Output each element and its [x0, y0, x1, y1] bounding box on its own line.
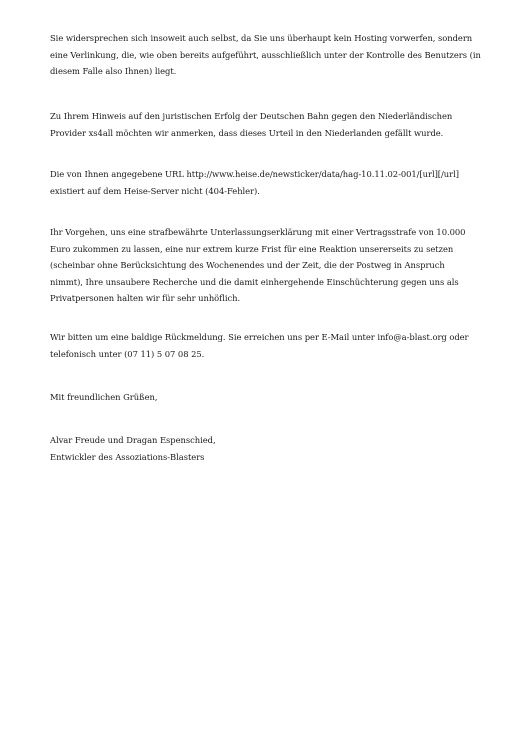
- text-line: telefonisch unter (07 11) 5 07 08 25.: [50, 348, 205, 359]
- text-line: diesem Falle also Ihnen) liegt.: [50, 66, 177, 76]
- signature-role: Entwickler des Assoziations-Blasters: [50, 451, 205, 462]
- signature-names: Alvar Freude und Dragan Espenschied,: [50, 435, 216, 445]
- paragraph-complaint: [50, 224, 470, 307]
- paragraph-deutsche-bahn: [50, 108, 470, 141]
- text-line: (scheinbar ohne Berücksichtung des Wochenendes und der Zeit, die der Postweg in Anspruch: [50, 260, 445, 270]
- text-line: eine Verlinkung, die, wie oben bereits aufgeführt, ausschließlich unter der Kontrolle des Benutzers (in: [50, 49, 481, 60]
- text-line: nimmt), Ihre unsaubere Recherche und die damit einhergehende Einschüchterung gegen uns als: [50, 276, 459, 287]
- text-line: Zu Ihrem Hinweis auf den juristischen Erfolg der Deutschen Bahn gegen den Niederländischen: [50, 111, 453, 121]
- paragraph-hosting: [50, 30, 481, 80]
- closing-greeting: [50, 389, 470, 406]
- text-line: Provider xs4all möchten wir anmerken, dass dieses Urteil in den Niederlanden gefällt wurde.: [50, 127, 444, 138]
- text-line: Privatpersonen halten wir für sehr unhöflich.: [50, 293, 241, 303]
- text-line: Sie widersprechen sich insoweit auch selbst, da Sie uns überhaupt kein Hosting vorwerfen, sondern: [50, 33, 473, 43]
- text-line: existiert auf dem Heise-Server nicht (404-Fehler).: [50, 185, 260, 196]
- text-line: Euro zukommen zu lassen, eine nur extrem kurze Frist für eine Reaktion unsererseits zu setzen: [50, 243, 454, 254]
- paragraph-contact: [50, 329, 470, 362]
- signature-block: [50, 432, 470, 465]
- text-line: Ihr Vorgehen, uns eine strafbewährte Unterlassungserklärung mit einer Vertragsstrafe von 10.000: [50, 227, 466, 237]
- text-line: Mit freundlichen Grüßen,: [50, 392, 158, 402]
- text-line: Wir bitten um eine baldige Rückmeldung. Sie erreichen uns per E-Mail unter info@a-blast.org oder: [50, 332, 469, 342]
- text-line: Die von Ihnen angegebene URL http://www.heise.de/newsticker/data/hag-10.11.02-001/[url][/url]: [50, 169, 459, 179]
- paragraph-url: [50, 166, 470, 199]
